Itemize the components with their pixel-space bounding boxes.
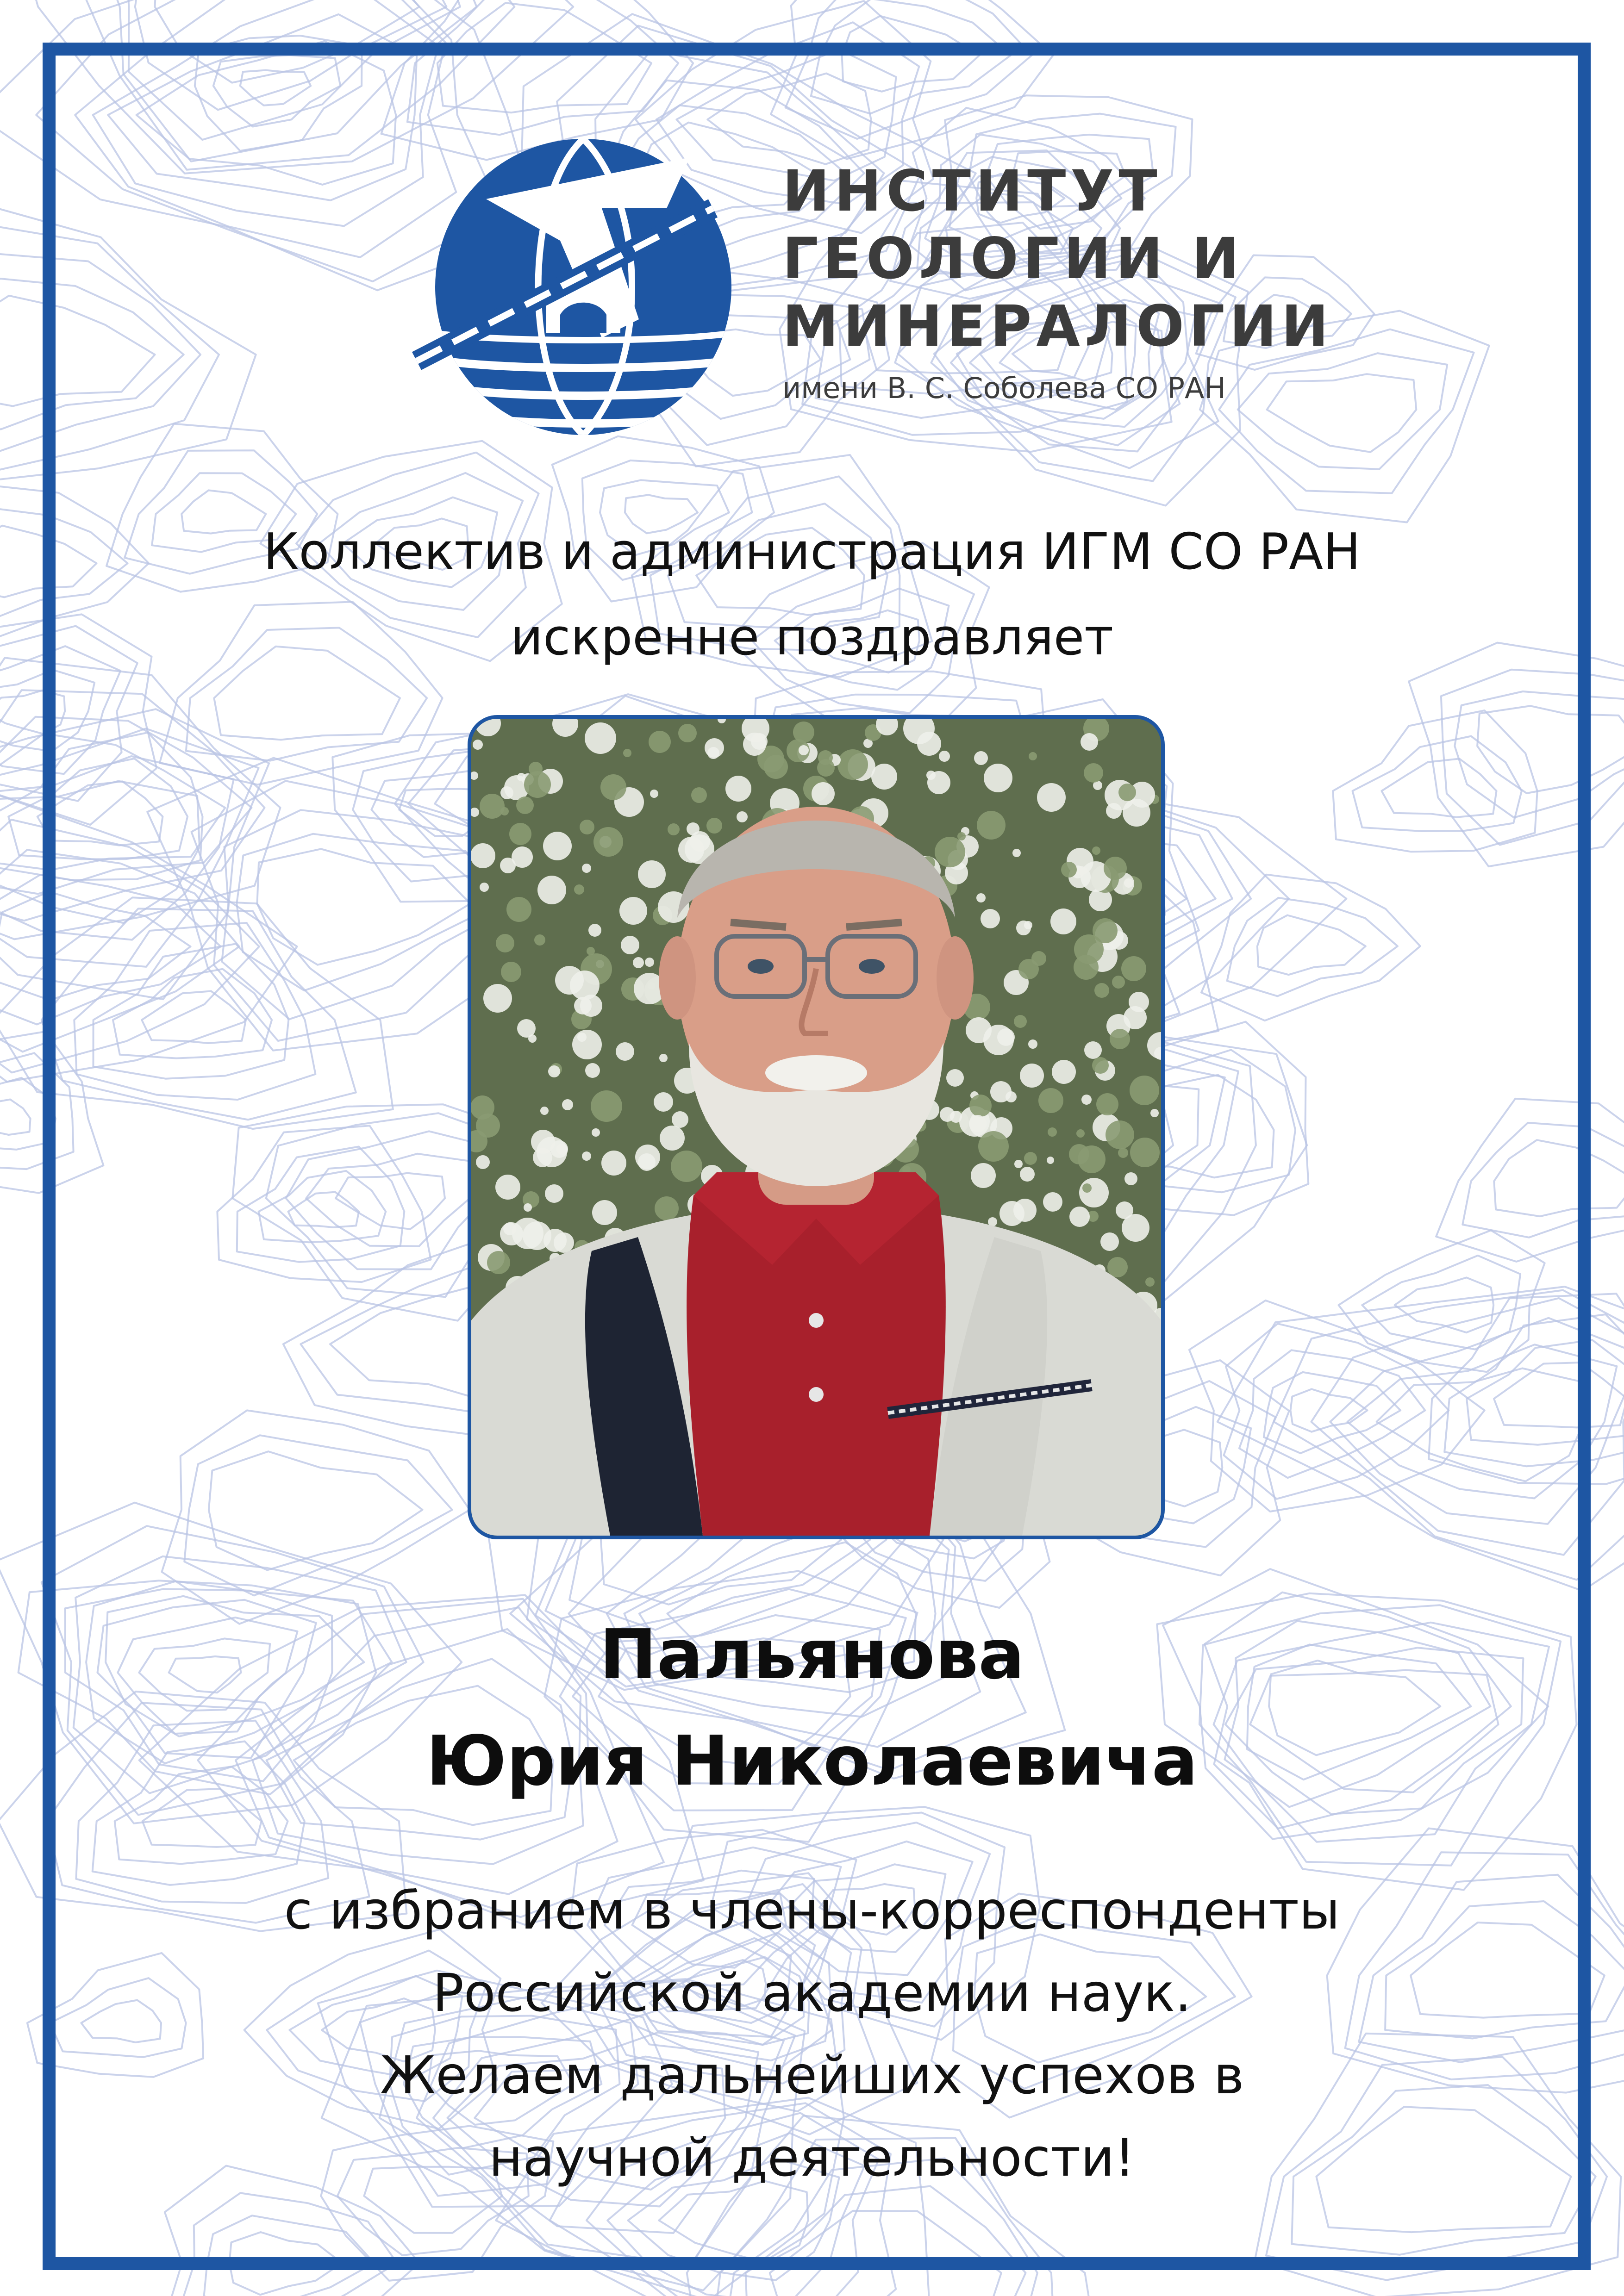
greeting-line-1: Коллектив и администрация ИГМ СО РАН [263,523,1361,581]
institute-emblem-icon [407,139,741,454]
greeting-line-2: искренне поздравляет [510,609,1114,666]
message-line-4: научной деятельности! [488,2128,1136,2188]
honoree-name [0,1601,1624,1814]
logo-subtitle: имени В. С. Соболева СО РАН [782,371,1226,405]
honoree-surname: Пальянова [599,1615,1025,1694]
message-line-1: с избранием в члены-корреспонденты [284,1881,1340,1941]
portrait-illustration [471,719,1161,1536]
institute-logo [407,139,1333,463]
portrait-photo [468,715,1165,1539]
honoree-given-names: Юрия Николаевича [426,1721,1198,1801]
logo-line-geology: ГЕОЛОГИИ И [782,226,1244,292]
message-line-3: Желаем дальнейших успехов в [380,2046,1244,2106]
congratulation-message [0,1870,1624,2199]
logo-wordmark [782,157,1333,409]
message-line-2: Российской академии наук. [432,1963,1192,2023]
logo-line-institute: ИНСТИТУТ [782,158,1162,224]
logo-line-mineralogy: МИНЕРАЛОГИИ [782,293,1333,359]
greeting-text [0,509,1624,680]
